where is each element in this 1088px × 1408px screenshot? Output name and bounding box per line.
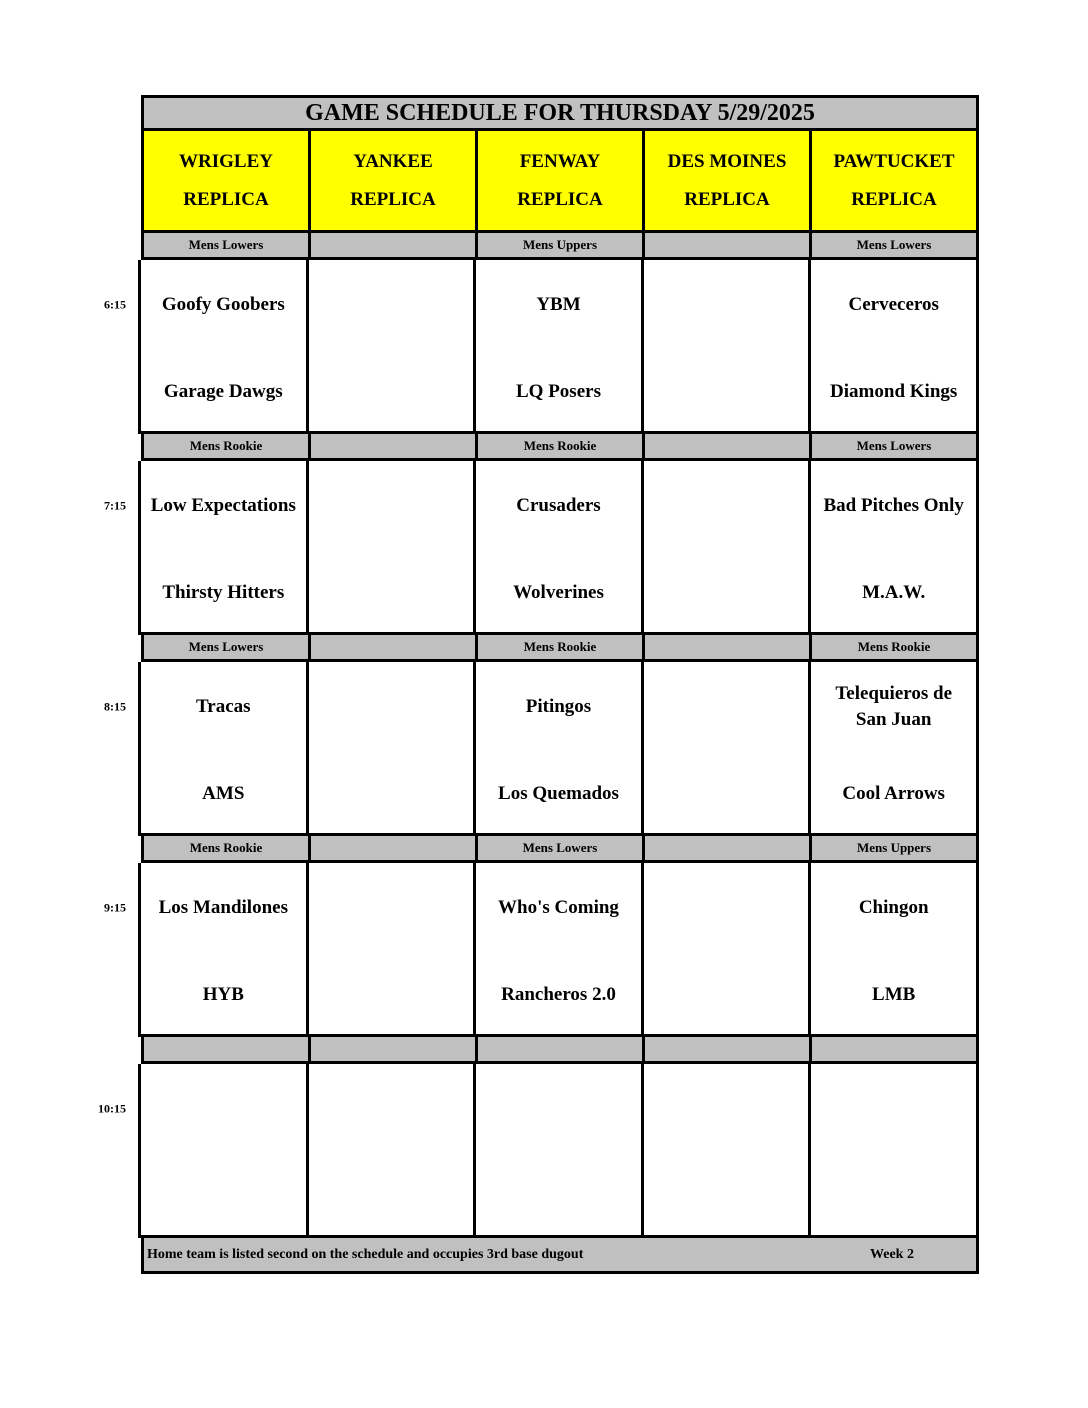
- game-cell: [808, 260, 979, 434]
- game-cell: [306, 1064, 477, 1238]
- game-cell: [306, 260, 477, 434]
- division-label: Mens Rookie: [141, 434, 311, 461]
- division-label: [308, 635, 478, 662]
- away-team: Low Expectations: [150, 495, 296, 516]
- game-row: [104, 260, 979, 434]
- home-team: AMS: [202, 783, 245, 804]
- division-label: Mens Lowers: [475, 836, 645, 863]
- home-team: LQ Posers: [516, 381, 601, 402]
- field-header-des-moines: [642, 131, 812, 233]
- time-slot-label: 6:15: [104, 297, 126, 312]
- game-row: [104, 662, 979, 836]
- division-row: [141, 1037, 979, 1064]
- game-cell: [138, 461, 309, 635]
- field-header-yankee: [308, 131, 478, 233]
- field-header-row: [141, 131, 979, 233]
- game-cell: [138, 1064, 309, 1238]
- game-cell: [641, 863, 812, 1037]
- division-label: [308, 233, 478, 260]
- time-slot-label: 8:15: [104, 699, 126, 714]
- game-cell: [641, 260, 812, 434]
- game-cell: [473, 863, 644, 1037]
- division-label: [308, 1037, 478, 1064]
- game-row: [104, 863, 979, 1037]
- game-cell: [473, 662, 644, 836]
- division-label: Mens Lowers: [141, 635, 311, 662]
- field-name: WRIGLEY: [179, 150, 273, 172]
- division-label: [475, 1037, 645, 1064]
- field-sub: REPLICA: [517, 188, 603, 210]
- game-cell: [641, 461, 812, 635]
- away-team: Who's Coming: [498, 897, 619, 918]
- away-team: Goofy Goobers: [161, 294, 285, 315]
- game-cell: [808, 1064, 979, 1238]
- division-label: [642, 1037, 812, 1064]
- away-team: YBM: [536, 294, 581, 315]
- away-team: Crusaders: [516, 495, 601, 516]
- field-name: YANKEE: [353, 150, 433, 172]
- division-label: [642, 635, 812, 662]
- division-label: [642, 434, 812, 461]
- footer-note: Home team is listed second on the schedule and occupies 3rd base dugout: [147, 1246, 584, 1262]
- home-team: Diamond Kings: [830, 381, 958, 402]
- away-team: Bad Pitches Only: [823, 495, 964, 516]
- game-cell: [808, 461, 979, 635]
- division-label: [642, 233, 812, 260]
- division-label: [308, 836, 478, 863]
- field-sub: REPLICA: [851, 188, 937, 210]
- away-team: Cerveceros: [848, 294, 939, 315]
- division-label: Mens Lowers: [809, 434, 979, 461]
- time-slot-label: 10:15: [98, 1101, 126, 1116]
- home-team: Garage Dawgs: [163, 381, 283, 402]
- field-sub: REPLICA: [183, 188, 269, 210]
- away-team: Los Mandilones: [158, 897, 288, 918]
- schedule-table: [98, 95, 979, 1274]
- division-row: [141, 836, 979, 863]
- division-label: Mens Lowers: [809, 233, 979, 260]
- game-cell: [473, 1064, 644, 1238]
- game-cell: [138, 863, 309, 1037]
- week-label: Week 2: [870, 1246, 914, 1262]
- away-team: Pitingos: [525, 696, 592, 717]
- game-cell: [808, 662, 979, 836]
- division-label: [642, 836, 812, 863]
- game-cell: [808, 863, 979, 1037]
- field-sub: REPLICA: [350, 188, 436, 210]
- page-title: GAME SCHEDULE FOR THURSDAY 5/29/2025: [141, 95, 979, 131]
- field-header-fenway: [475, 131, 645, 233]
- home-team: Wolverines: [513, 582, 604, 603]
- home-team: HYB: [202, 984, 244, 1005]
- game-cell: [641, 662, 812, 836]
- field-name: FENWAY: [519, 150, 601, 172]
- division-row: [141, 233, 979, 260]
- division-label: Mens Rookie: [809, 635, 979, 662]
- away-team: Telequieros de San Juan: [835, 683, 952, 730]
- game-cell: [138, 260, 309, 434]
- game-row: [98, 1064, 979, 1238]
- field-header-wrigley: [141, 131, 311, 233]
- time-slot-label: 7:15: [104, 498, 126, 513]
- home-team: Cool Arrows: [842, 783, 945, 804]
- game-cell: [473, 260, 644, 434]
- footer-bar: [141, 1238, 979, 1274]
- home-team: Rancheros 2.0: [501, 984, 616, 1005]
- away-team: Tracas: [196, 696, 251, 717]
- division-row: [141, 434, 979, 461]
- home-team: Thirsty Hitters: [162, 582, 285, 603]
- game-cell: [306, 662, 477, 836]
- field-sub: REPLICA: [684, 188, 770, 210]
- game-cell: [306, 461, 477, 635]
- home-team: M.A.W.: [862, 582, 926, 603]
- division-label: Mens Rookie: [475, 635, 645, 662]
- division-label: [308, 434, 478, 461]
- game-cell: [306, 863, 477, 1037]
- division-label: Mens Lowers: [141, 233, 311, 260]
- field-name: PAWTUCKET: [833, 150, 955, 172]
- home-team: Los Quemados: [498, 783, 619, 804]
- time-slot-label: 9:15: [104, 900, 126, 915]
- division-label: Mens Uppers: [809, 836, 979, 863]
- division-label: [141, 1037, 311, 1064]
- game-cell: [641, 1064, 812, 1238]
- game-row: [104, 461, 979, 635]
- game-cell: [473, 461, 644, 635]
- field-name: DES MOINES: [667, 150, 787, 172]
- home-team: LMB: [872, 984, 916, 1005]
- field-header-pawtucket: [809, 131, 979, 233]
- division-label: Mens Rookie: [475, 434, 645, 461]
- division-row: [141, 635, 979, 662]
- division-label: Mens Uppers: [475, 233, 645, 260]
- game-cell: [138, 662, 309, 836]
- division-label: [809, 1037, 979, 1064]
- division-label: Mens Rookie: [141, 836, 311, 863]
- away-team: Chingon: [858, 897, 929, 918]
